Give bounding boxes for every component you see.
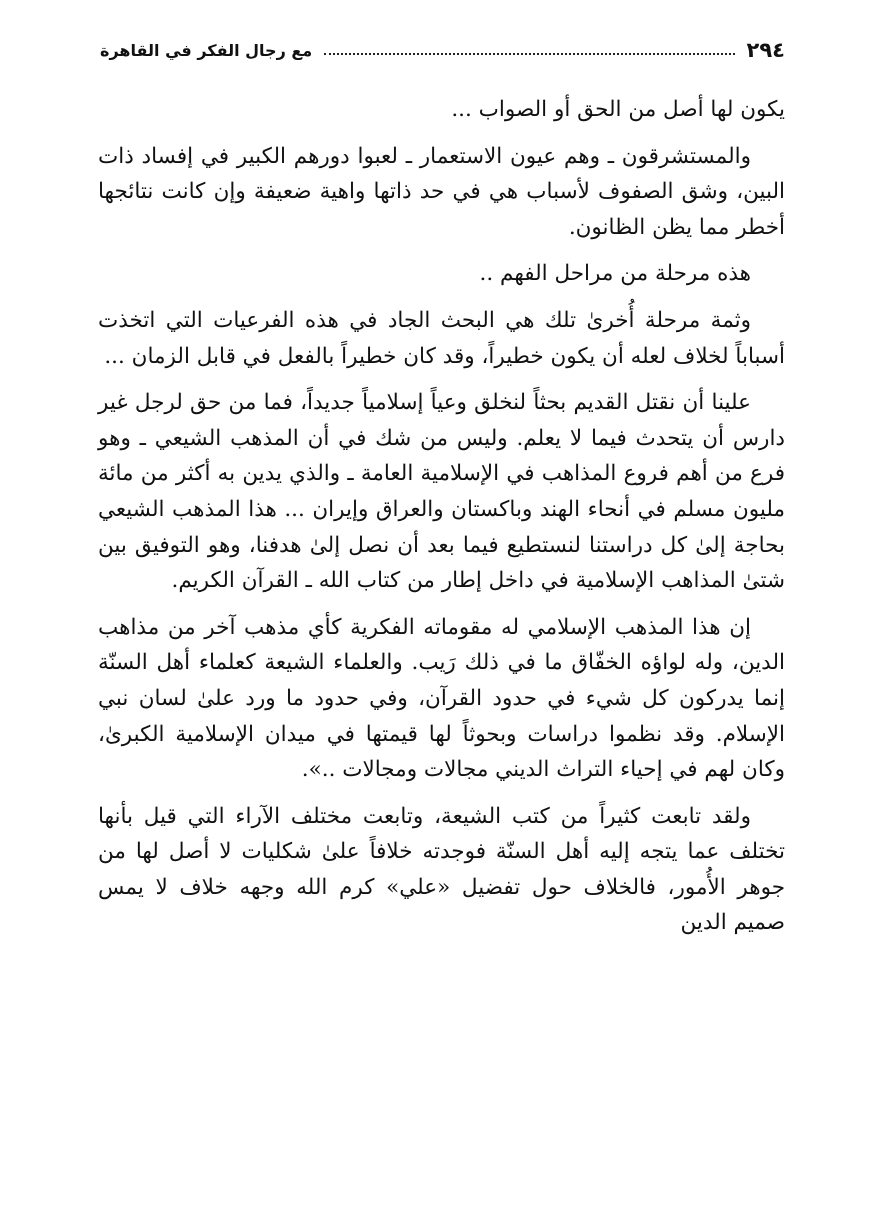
header-dotted-leader [324,53,734,55]
paragraph: والمستشرقون ـ وهم عيون الاستعمار ـ لعبوا دورهم الكبير في إفساد ذات البين، وشق الصفوف لأسباب هي في حد ذاتها واهية ضعيفة وإن كانت نتائجها أخطر مما يظن الظانون. [98,143,785,240]
paragraph: علينا أن نقتل القديم بحثاً لنخلق وعياً إسلامياً جديداً، فما من حق لرجل غير دارس أن يتحدث فيما لا يعلم. وليس من شك في أن المذهب الشيعي ـ وهو فرع من أهم فروع المذاهب في الإسلامية العامة ـ والذي يدين به أكثر من مائة مليون مسلم في أنحاء الهند وباكستان والعراق وإيران ... هذا المذهب الشيعي بحاجة إلىٰ كل دراستنا لنستطيع فيما بعد أن نصل إلىٰ هدفنا، وهو التوفيق بين شتىٰ المذاهب الإسلامية في داخل إطار من كتاب الله ـ القرآن الكريم. [98,390,785,594]
paragraph: إن هذا المذهب الإسلامي له مقوماته الفكرية كأي مذهب آخر من مذاهب الدين، وله لواؤه الخفّاق ما في ذلك رَيب. والعلماء الشيعة كعلماء أهل السنّة إنما يدركون كل شيء في حدود القرآن، وفي حدود ما ورد علىٰ لسان نبي الإسلام. وقد نظموا دراسات وبحوثاً لها قيمتها في ميدان الإسلامية الكبرىٰ، وكان لهم في إحياء التراث الديني مجالات ومجالات ..». [98,614,785,783]
paragraph: هذه مرحلة من مراحل الفهم .. [479,261,751,287]
paragraph: ولقد تابعت كثيراً من كتب الشيعة، وتابعت مختلف الآراء التي قيل بأنها تختلف عما يتجه إليه أهل السنّة فوجدته خلافاً علىٰ شكليات لا أصل لها من جوهر الأُمور، فالخلاف حول تفضيل «علي» كرم الله وجهه خلاف لا يمس صميم الدين [98,803,785,936]
body-text [98,92,785,952]
page-number: ٢٩٤ [746,38,785,62]
page-header [100,34,785,66]
running-title: مع رجال الفكر في القاهرة [100,40,313,60]
paragraph: يكون لها أصل من الحق أو الصواب ... [451,97,785,122]
paragraph: وثمة مرحلة أُخرىٰ تلك هي البحث الجاد في هذه الفرعيات التي اتخذت أسباباً لخلاف لعله أن يكون خطيراً، وقد كان خطيراً بالفعل في قابل الزمان ... [98,307,785,369]
